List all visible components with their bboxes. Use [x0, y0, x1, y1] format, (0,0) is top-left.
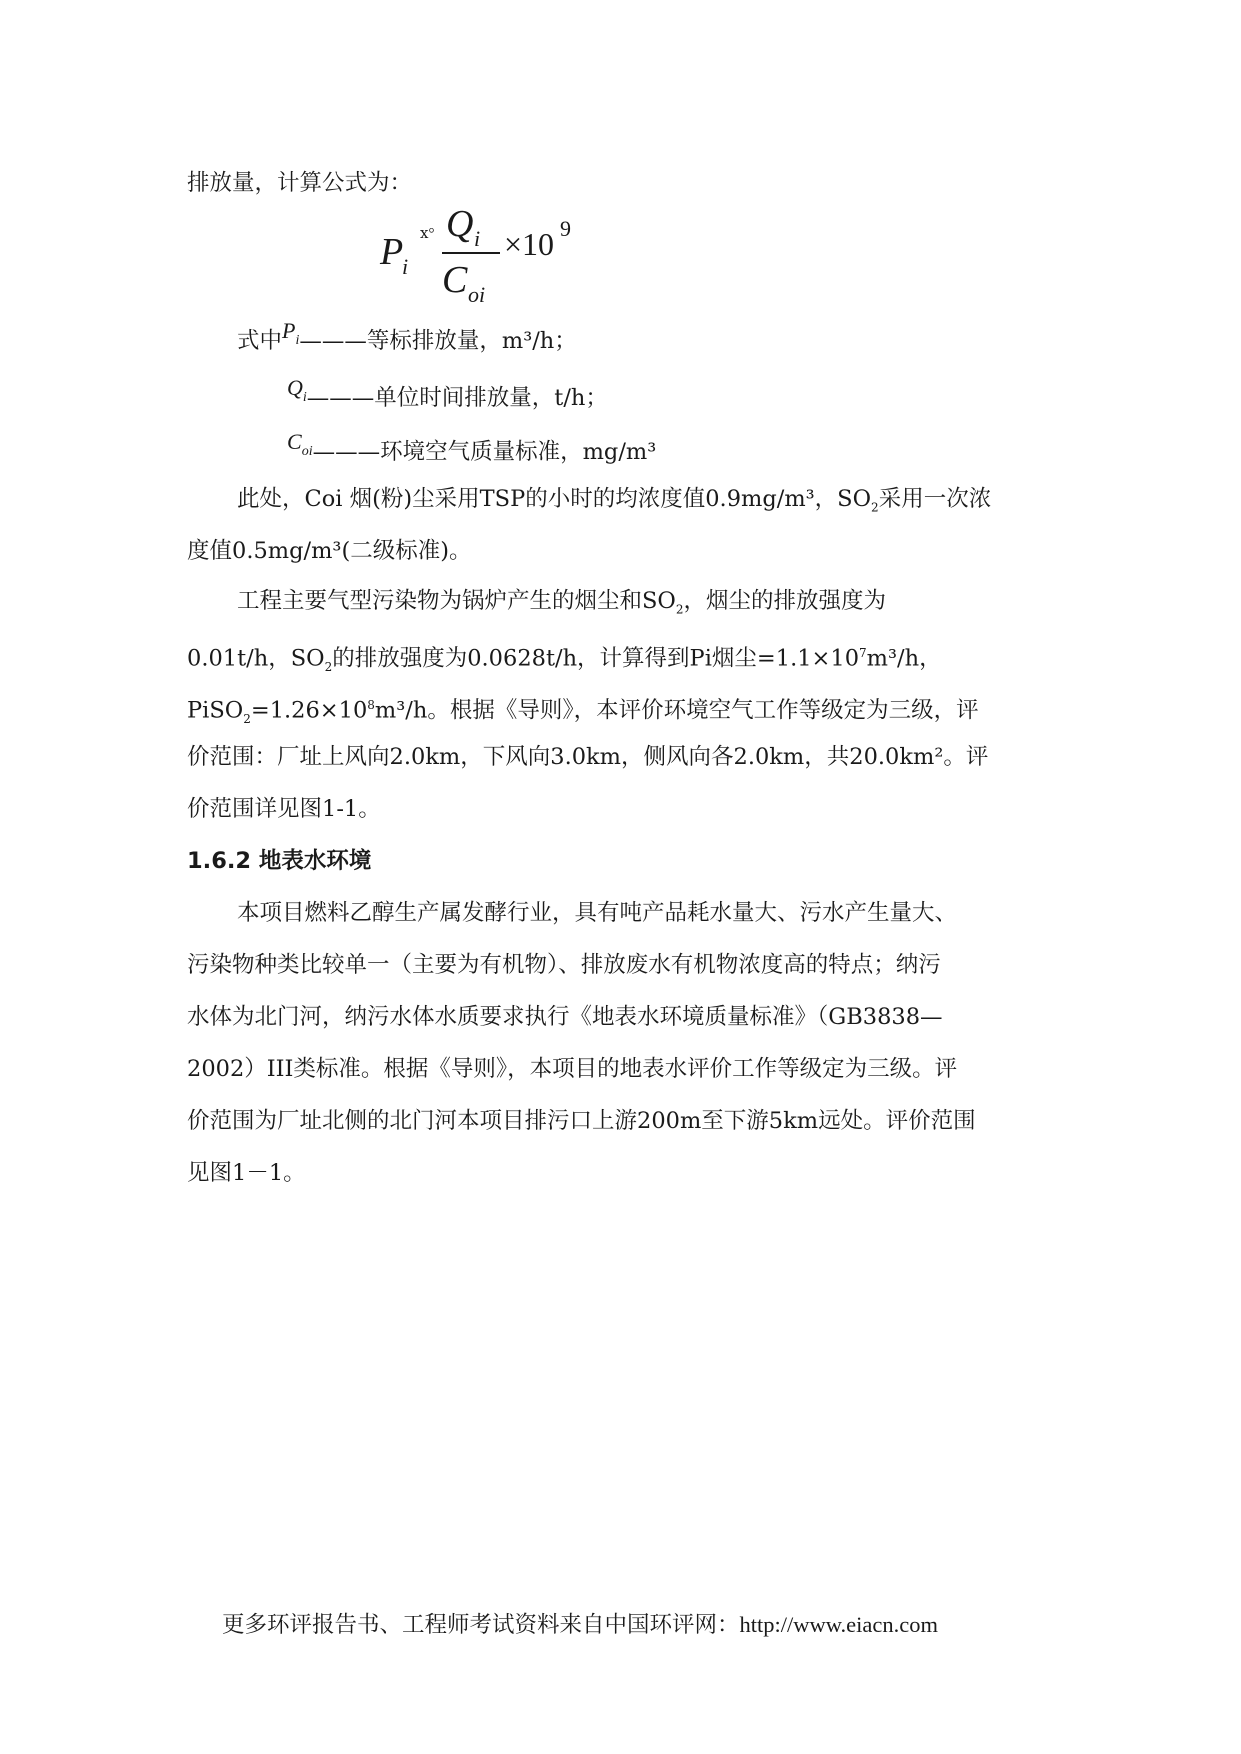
- paragraph-line: 见图1－1。: [187, 1160, 306, 1186]
- definition-q-var: Q: [287, 375, 303, 400]
- text-span: PiSO: [187, 697, 244, 724]
- footer-text: 更多环评报告书、工程师考试资料来自中国环评网：http://www.eiacn.com: [222, 1612, 938, 1637]
- definition-c-text: ———环境空气质量标准，mg/m³: [312, 439, 657, 465]
- paragraph-line: 污染物种类比较单一（主要为有机物）、排放废水有机物浓度高的特点；纳污: [187, 952, 941, 978]
- formula-p: P: [380, 231, 404, 273]
- paragraph-line: 价范围详见图1-1。: [187, 796, 381, 822]
- formula-q-sub: i: [474, 226, 481, 251]
- formula-c-sub: oi: [468, 282, 486, 307]
- section-heading: 1.6.2 地表水环境: [187, 848, 372, 874]
- text-span: 此处，Coi 烟(粉)尘采用TSP的小时的均浓度值0.9mg/m³，SO: [237, 486, 872, 512]
- definition-q-sub: i: [302, 390, 307, 405]
- paragraph-line: [187, 638, 942, 682]
- text-span: 工程主要气型污染物为锅炉产生的烟尘和SO: [237, 588, 676, 614]
- formula-ten: 10: [522, 226, 554, 262]
- paragraph-line: [187, 690, 979, 734]
- formula-symbol: ⅹ°: [420, 226, 435, 242]
- definition-c: [287, 429, 657, 471]
- text-span: ，烟尘的排放强度为: [683, 588, 887, 614]
- paragraph-line: 价范围：厂址上风向2.0km，下风向3.0km，侧风向各2.0km，共20.0km²。评: [187, 744, 989, 770]
- formula: [380, 203, 620, 307]
- definition-p: [237, 318, 577, 360]
- formula-c: C: [442, 259, 468, 301]
- text-span: =1.26×10: [250, 697, 368, 724]
- definition-q-text: ———单位时间排放量，t/h；: [306, 385, 608, 411]
- paragraph-line: 水体为北门河，纳污水体水质要求执行《地表水环境质量标准》（GB3838—: [187, 1004, 943, 1030]
- superscript: 7: [859, 646, 867, 660]
- formula-exponent: 9: [560, 216, 571, 241]
- formula-q: Q: [446, 203, 474, 245]
- formula-p-sub: i: [402, 254, 409, 279]
- text-span: 0.01t/h，SO: [187, 645, 325, 672]
- subscript: 2: [871, 500, 879, 515]
- paragraph-line: 2002）III类标准。根据《导则》，本项目的地表水评价工作等级定为三级。评: [187, 1056, 958, 1082]
- text-span: m³/h。根据《导则》，本评价环境空气工作等级定为三级，评: [374, 697, 979, 724]
- paragraph-line: [237, 484, 991, 523]
- definition-q: [287, 375, 608, 417]
- text-span: 采用一次浓: [878, 486, 992, 512]
- superscript: 8: [367, 698, 375, 712]
- fraction-bar: [442, 252, 500, 254]
- formula-times: ×: [504, 226, 523, 262]
- text-span: 的排放强度为0.0628t/h，计算得到Pi烟尘=1.1×10: [332, 645, 860, 672]
- definition-lead: 式中: [237, 328, 283, 354]
- definition-p-var: P: [282, 318, 296, 343]
- definition-p-sub: i: [295, 333, 300, 348]
- paragraph-line: [237, 586, 886, 625]
- paragraph-line: 价范围为厂址北侧的北门河本项目排污口上游200m至下游5km远处。评价范围: [187, 1108, 976, 1134]
- paragraph-line: 本项目燃料乙醇生产属发酵行业，具有吨产品耗水量大、污水产生量大、: [237, 900, 958, 926]
- definition-c-sub: oi: [301, 444, 313, 459]
- definition-c-var: C: [287, 429, 302, 454]
- subscript: 2: [675, 602, 684, 617]
- subscript: 2: [243, 712, 251, 726]
- definition-p-text: ———等标排放量，m³/h；: [299, 328, 577, 354]
- text-span: m³/h，: [866, 645, 942, 672]
- paragraph-line: 度值0.5mg/m³(二级标准)。: [187, 538, 472, 564]
- subscript: 2: [324, 660, 333, 674]
- intro-text: 排放量，计算公式为：: [187, 170, 413, 196]
